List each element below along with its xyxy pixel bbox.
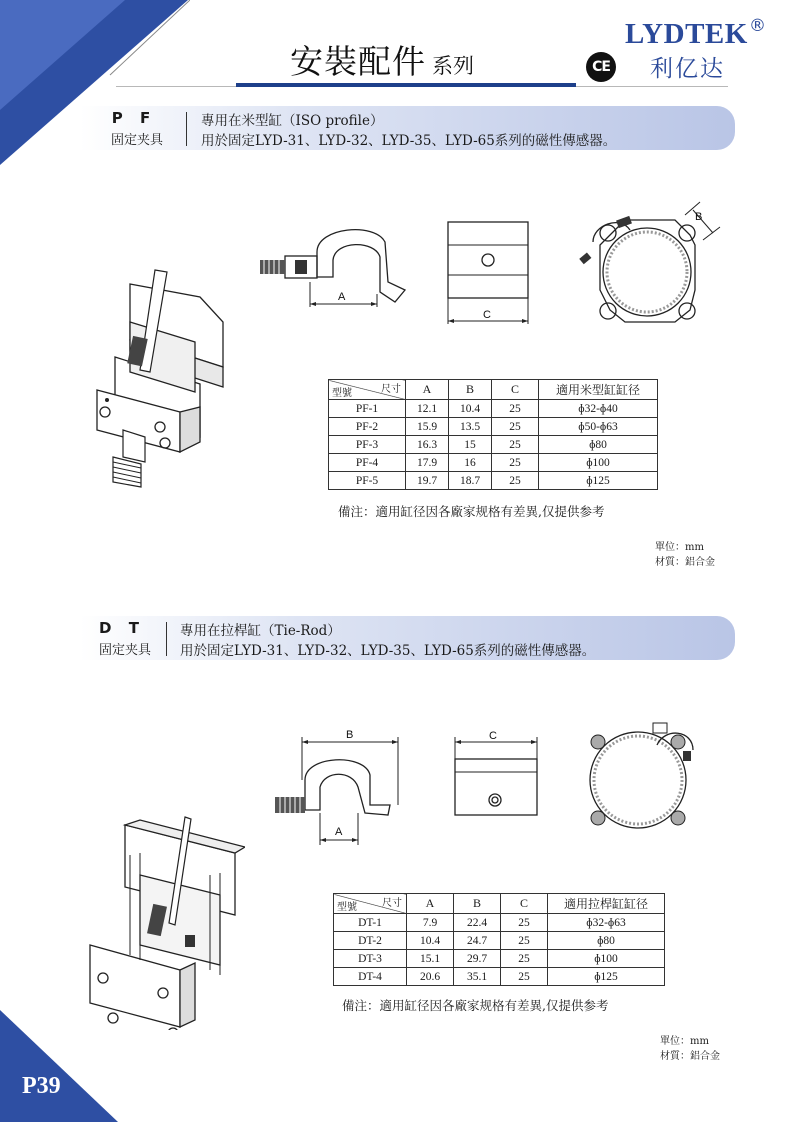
- section-code: P F: [111, 109, 157, 127]
- pf-spec-table: [328, 379, 658, 490]
- cell-b: 16: [449, 454, 492, 472]
- header-b: B: [449, 380, 492, 400]
- cell-bore: ɸ32-ɸ63: [548, 914, 665, 932]
- brand-logo: LYDTEK: [625, 18, 748, 50]
- cell-b: 18.7: [449, 472, 492, 490]
- dt-cylinder-illustration: [85, 815, 245, 1030]
- section-header-dt: [80, 616, 735, 660]
- header-a: A: [406, 380, 449, 400]
- dt-spec-table: [333, 893, 665, 986]
- cell-b: 35.1: [454, 968, 501, 986]
- dt-clamp-front-view: [445, 727, 545, 822]
- table-corner-cell: [329, 380, 406, 400]
- page-title: [290, 36, 474, 83]
- table-row: [334, 950, 665, 968]
- cell-bore: ɸ100: [548, 950, 665, 968]
- table-row: [329, 418, 658, 436]
- section-description-1: 專用在米型缸（ISO profile）: [201, 113, 384, 129]
- cell-model: DT-1: [334, 914, 407, 932]
- cell-a: 15.1: [407, 950, 454, 968]
- dt-unit: 單位：mm: [660, 1036, 709, 1047]
- corner-top-label: 尺寸: [382, 898, 402, 909]
- pf-dim-a: A: [338, 291, 346, 303]
- cell-bore: ɸ100: [539, 454, 658, 472]
- dt-material: 材質：鋁合金: [660, 1051, 720, 1062]
- table-row: [329, 472, 658, 490]
- table-corner-cell: [334, 894, 407, 914]
- cell-b: 29.7: [454, 950, 501, 968]
- table-row: [329, 400, 658, 418]
- table-row: [329, 454, 658, 472]
- cell-model: DT-3: [334, 950, 407, 968]
- cell-b: 22.4: [454, 914, 501, 932]
- section-header-pf: [80, 106, 735, 150]
- dt-note: 備注：適用缸径因各廠家规格有差異,仅提供参考: [342, 998, 609, 1013]
- section-subtitle: 固定夹具: [110, 133, 163, 148]
- corner-bottom-label: 型號: [337, 902, 357, 913]
- pf-unit: 單位：mm: [655, 542, 704, 553]
- cell-bore: ɸ80: [539, 436, 658, 454]
- section-divider: [166, 622, 167, 656]
- cell-a: 19.7: [406, 472, 449, 490]
- cell-model: PF-5: [329, 472, 406, 490]
- section-divider: [186, 112, 187, 146]
- cell-model: DT-2: [334, 932, 407, 950]
- header-c: C: [501, 894, 548, 914]
- cell-bore: ɸ125: [539, 472, 658, 490]
- corner-top-label: 尺寸: [381, 384, 401, 395]
- dt-clamp-side-view: [270, 725, 410, 850]
- cell-a: 7.9: [407, 914, 454, 932]
- cell-a: 17.9: [406, 454, 449, 472]
- pf-clamp-side-view: [255, 222, 415, 322]
- cell-model: DT-4: [334, 968, 407, 986]
- header-a: A: [407, 894, 454, 914]
- ce-mark-icon: CE: [586, 52, 616, 82]
- page-title-series: 系列: [432, 54, 474, 78]
- cell-c: 25: [492, 400, 539, 418]
- section-description-1: 專用在拉桿缸（Tie-Rod）: [180, 623, 341, 639]
- cell-c: 25: [492, 472, 539, 490]
- cell-a: 12.1: [406, 400, 449, 418]
- cell-model: PF-3: [329, 436, 406, 454]
- cell-c: 25: [501, 914, 548, 932]
- cell-a: 16.3: [406, 436, 449, 454]
- cell-b: 10.4: [449, 400, 492, 418]
- pf-dim-b: B: [695, 211, 703, 223]
- dt-dim-c: C: [489, 730, 497, 742]
- cell-c: 25: [501, 968, 548, 986]
- cell-c: 25: [492, 418, 539, 436]
- section-code: D T: [99, 619, 145, 637]
- pf-clamp-front-view: [440, 220, 535, 330]
- cell-c: 25: [492, 436, 539, 454]
- dt-dim-b: B: [346, 729, 354, 741]
- pf-note: 備注：適用缸径因各廠家规格有差異,仅提供参考: [338, 504, 605, 519]
- cell-model: PF-2: [329, 418, 406, 436]
- cell-a: 20.6: [407, 968, 454, 986]
- section-description-2: 用於固定LYD-31、LYD-32、LYD-35、LYD-65系列的磁性傳感器。: [180, 643, 596, 659]
- cell-b: 13.5: [449, 418, 492, 436]
- cell-c: 25: [501, 950, 548, 968]
- section-description-2: 用於固定LYD-31、LYD-32、LYD-35、LYD-65系列的磁性傳感器。: [201, 133, 617, 149]
- table-row: [334, 932, 665, 950]
- header-b: B: [454, 894, 501, 914]
- dt-tie-rod-cross-section: [585, 715, 695, 835]
- pf-dim-c: C: [483, 309, 491, 321]
- page-number: P39: [22, 1073, 61, 1099]
- table-row: [329, 436, 658, 454]
- cell-b: 24.7: [454, 932, 501, 950]
- pf-profile-cross-section: [575, 200, 725, 350]
- table-row: [334, 968, 665, 986]
- table-row: [334, 914, 665, 932]
- cell-model: PF-4: [329, 454, 406, 472]
- cell-b: 15: [449, 436, 492, 454]
- table-header-row: [334, 894, 665, 914]
- section-subtitle: 固定夹具: [98, 643, 151, 658]
- cell-bore: ɸ125: [548, 968, 665, 986]
- cell-model: PF-1: [329, 400, 406, 418]
- cell-c: 25: [492, 454, 539, 472]
- cell-c: 25: [501, 932, 548, 950]
- dt-dim-a: A: [335, 826, 343, 838]
- brand-chinese-name: 利亿达: [650, 56, 725, 82]
- header-accent-rule: [236, 83, 576, 87]
- corner-bottom-label: 型號: [332, 388, 352, 399]
- cell-a: 10.4: [407, 932, 454, 950]
- page-title-text: 安裝配件: [290, 42, 426, 81]
- header-bore: 適用拉桿缸缸径: [548, 894, 665, 914]
- cell-bore: ɸ32-ɸ40: [539, 400, 658, 418]
- pf-cylinder-illustration: [75, 262, 245, 502]
- header-bore: 適用米型缸缸径: [539, 380, 658, 400]
- table-header-row: [329, 380, 658, 400]
- cell-bore: ɸ50-ɸ63: [539, 418, 658, 436]
- pf-material: 材質：鋁合金: [655, 557, 715, 568]
- cell-bore: ɸ80: [548, 932, 665, 950]
- header-c: C: [492, 380, 539, 400]
- registered-mark: ®: [749, 16, 766, 36]
- cell-a: 15.9: [406, 418, 449, 436]
